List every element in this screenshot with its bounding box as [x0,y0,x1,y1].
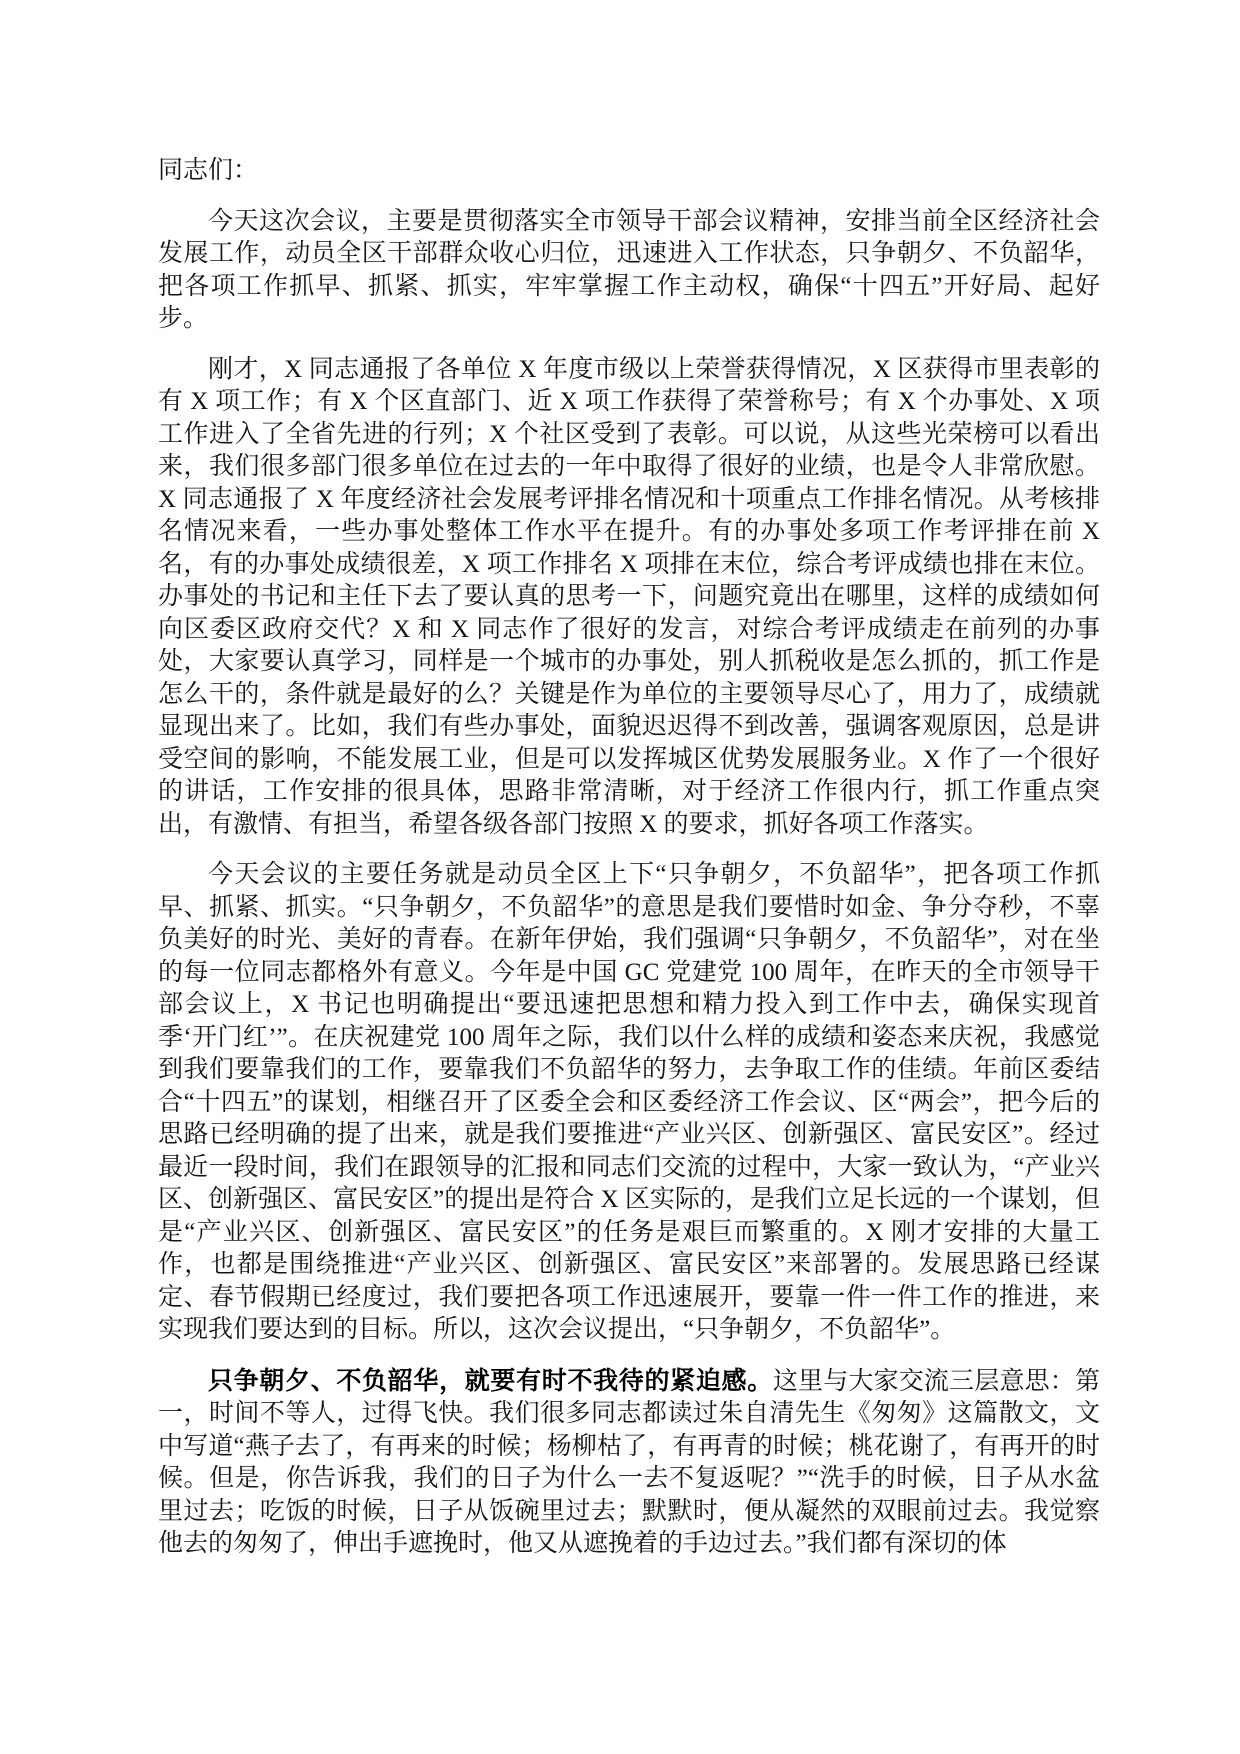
paragraph-urgency-body: 这里与大家交流三层意思：第一，时间不等人，过得飞快。我们很多同志都读过朱自清先生《匆匆》这篇散文，文中写道“燕子去了，有再来的时候；杨柳枯了，有再青的时候；桃花谢了，有再开的时候。但是，你告诉我，我们的日子为什么一去不复返呢？”“洗手的时候，日子从水盆里过去；吃饭的时候，日子从饭碗里过去；默默时，便从凝然的双眼前过去。我觉察他去的匆匆了，伸出手遮挽时，他又从遮挽着的手边过去。”我们都有深切的体 [158,1367,1100,1557]
paragraph-urgency [158,1365,1100,1561]
paragraph-urgency-bold-lead: 只争朝夕、不负韶华，就要有时不我待的紧迫感。 [208,1366,773,1395]
paragraph-opening: 今天这次会议，主要是贯彻落实全市领导干部会议精神，安排当前全区经济社会发展工作，动员全区干部群众收心归位，迅速进入工作状态，只争朝夕、不负韶华，把各项工作抓早、抓紧、抓实，牢牢掌握工作主动权，确保“十四五”开好局、起好步。 [158,207,1100,332]
salutation: 同志们： [158,157,259,184]
paragraph-meeting-task: 今天会议的主要任务就是动员全区上下“只争朝夕，不负韶华”，把各项工作抓早、抓紧、抓实。“只争朝夕，不负韶华”的意思是我们要惜时如金、争分夺秒，不辜负美好的时光、美好的青春。在新年伊始，我们强调“只争朝夕，不负韶华”，对在坐的每一位同志都格外有意义。今年是中国 GC 党建党 100 周年，在昨天的全市领导干部会议上，X 书记也明确提出“要迅速把思想和精力投入到工作中去，确保实现首季‘开门红’”。在庆祝建党 100 周年之际，我们以什么样的成绩和姿态来庆祝，我感觉到我们要靠我们的工作，要靠我们不负韶华的努力，去争取工作的佳绩。年前区委结合“十四五”的谋划，相继召开了区委全会和区委经济工作会议、区“两会”，把今后的思路已经明确的提了出来，就是我们要推进“产业兴区、创新强区、富民安区”。经过最近一段时间，我们在跟领导的汇报和同志们交流的过程中，大家一致认为，“产业兴区、创新强区、富民安区”的提出是符合 X 区实际的，是我们立足长远的一个谋划，但是“产业兴区、创新强区、富民安区”的任务是艰巨而繁重的。X 刚才安排的大量工作，也都是围绕推进“产业兴区、创新强区、富民安区”来部署的。发展思路已经谋定、春节假期已经度过，我们要把各项工作迅速展开，要靠一件一件工作的推进，来实现我们要达到的目标。所以，这次会议提出，“只争朝夕，不负韶华”。 [158,861,1100,1343]
paragraph-honors-report: 刚才，X 同志通报了各单位 X 年度市级以上荣誉获得情况，X 区获得市里表彰的有 X 项工作；有 X 个区直部门、近 X 项工作获得了荣誉称号；有 X 个办事处、X 项工作进入了全省先进的行列；X 个社区受到了表彰。可以说，从这些光荣榜可以看出来，我们很多部门很多单位在过去的一年中取得了很好的业绩，也是令人非常欣慰。X 同志通报了 X 年度经济社会发展考评排名情况和十项重点工作排名情况。从考核排名情况来看，一些办事处整体工作水平在提升。有的办事处多项工作考评排在前 X 名，有的办事处成绩很差，X 项工作排名 X 项排在末位，综合考评成绩也排在末位。办事处的书记和主任下去了要认真的思考一下，问题究竟出在哪里，这样的成绩如何向区委区政府交代？X 和 X 同志作了很好的发言，对综合考评成绩走在前列的办事处，大家要认真学习，同样是一个城市的办事处，别人抓税收是怎么抓的，抓工作是怎么干的，条件就是最好的么？关键是作为单位的主要领导尽心了，用力了，成绩就显现出来了。比如，我们有些办事处，面貌迟迟得不到改善，强调客观原因，总是讲受空间的影响，不能发展工业，但是可以发挥城区优势发展服务业。X 作了一个很好的讲话，工作安排的很具体，思路非常清晰，对于经济工作很内行，抓工作重点突出，有激情、有担当，希望各级各部门按照 X 的要求，抓好各项工作落实。 [158,355,1100,838]
document-content [158,155,1100,1579]
